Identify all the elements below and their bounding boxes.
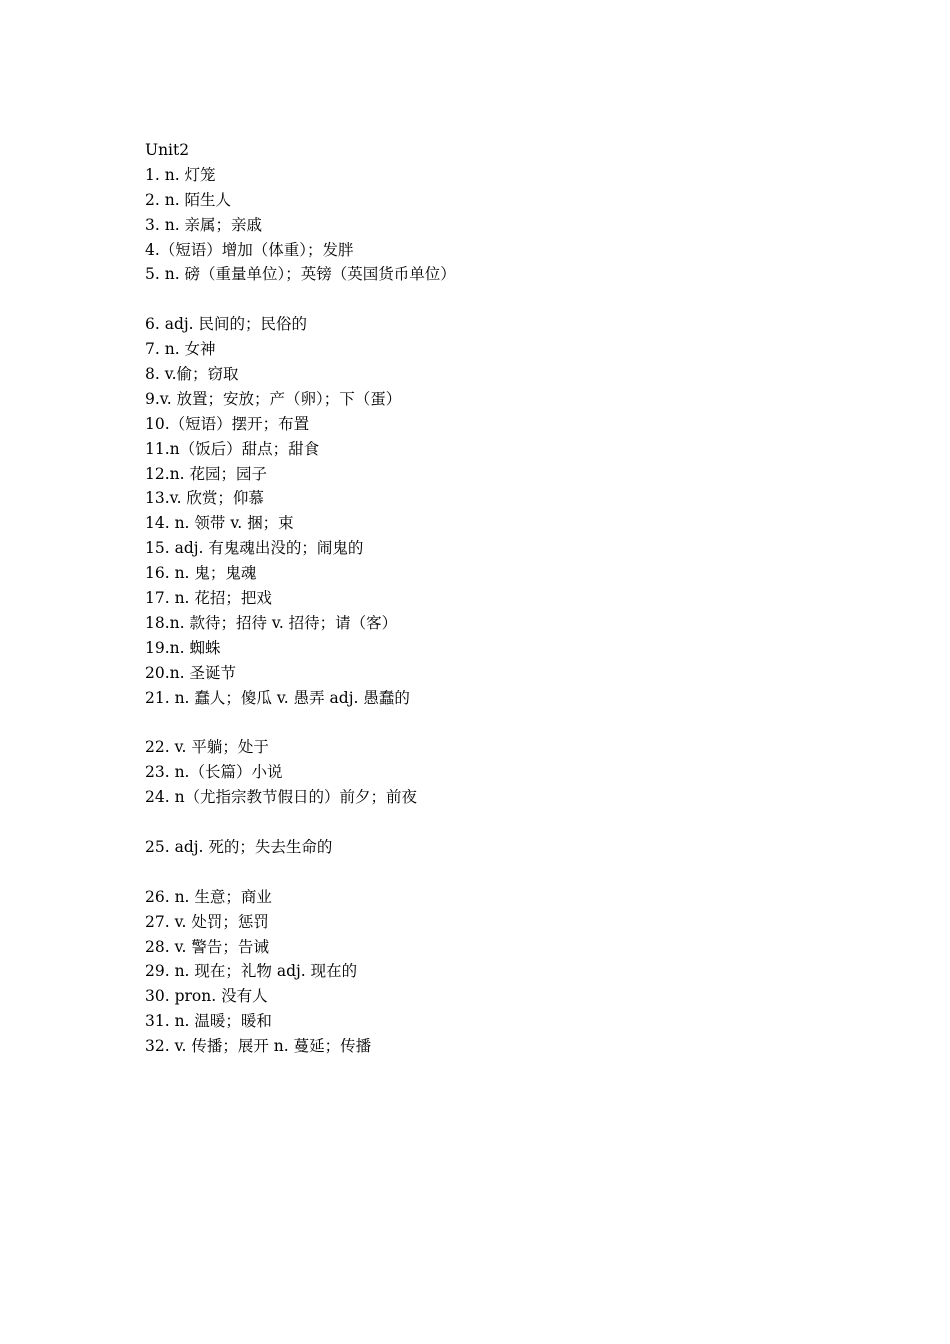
vocabulary-list <box>145 163 905 1059</box>
vocabulary-entry: 6. adj. 民间的；民俗的 <box>145 315 308 334</box>
vocabulary-entry: 5. n. 磅（重量单位）；英镑（英国货币单位） <box>145 265 456 284</box>
vocabulary-entry: 16. n. 鬼；鬼魂 <box>145 564 257 583</box>
block-separator <box>145 710 905 735</box>
vocabulary-entry: 24. n（尤指宗教节假日的）前夕；前夜 <box>145 788 418 807</box>
block-separator <box>145 810 905 835</box>
vocabulary-entry: 14. n. 领带 v. 捆；束 <box>145 514 294 533</box>
vocabulary-entry: 4.（短语）增加（体重）；发胖 <box>145 240 354 259</box>
vocabulary-entry: 3. n. 亲属；亲戚 <box>145 215 263 234</box>
vocabulary-entry: 27. v. 处罚；惩罚 <box>145 912 269 931</box>
vocabulary-entry: 32. v. 传播；展开 n. 蔓延；传播 <box>145 1037 372 1056</box>
vocabulary-entry: 15. adj. 有鬼魂出没的；闹鬼的 <box>145 539 364 558</box>
vocabulary-entry: 23. n.（长篇）小说 <box>145 763 283 782</box>
vocabulary-entry: 12.n. 花园；园子 <box>145 464 267 483</box>
vocabulary-entry: 17. n. 花招；把戏 <box>145 589 272 608</box>
document-body <box>145 138 905 1059</box>
vocabulary-entry: 9.v. 放置；安放；产（卵）；下（蛋） <box>145 389 402 408</box>
vocabulary-entry: 18.n. 款待；招待 v. 招待；请（客） <box>145 613 398 632</box>
vocabulary-entry: 30. pron. 没有人 <box>145 987 268 1006</box>
vocabulary-entry: 1. n. 灯笼 <box>145 165 216 184</box>
vocabulary-entry: 13.v. 欣赏；仰慕 <box>145 489 264 508</box>
document-title: Unit2 <box>145 141 190 159</box>
vocabulary-entry: 19.n. 蜘蛛 <box>145 638 221 657</box>
vocabulary-entry: 10.（短语）摆开；布置 <box>145 414 310 433</box>
vocabulary-entry: 8. v.偷；窃取 <box>145 365 239 384</box>
vocabulary-entry: 2. n. 陌生人 <box>145 190 232 209</box>
block-separator <box>145 860 905 885</box>
block-separator <box>145 287 905 312</box>
vocabulary-entry: 28. v. 警告；告诫 <box>145 937 269 956</box>
vocabulary-entry: 29. n. 现在；礼物 adj. 现在的 <box>145 962 358 981</box>
vocabulary-entry: 25. adj. 死的；失去生命的 <box>145 837 333 856</box>
vocabulary-entry: 26. n. 生意；商业 <box>145 887 272 906</box>
vocabulary-entry: 31. n. 温暖；暖和 <box>145 1012 272 1031</box>
vocabulary-entry: 7. n. 女神 <box>145 340 216 359</box>
vocabulary-entry: 11.n（饭后）甜点；甜食 <box>145 439 320 458</box>
vocabulary-entry: 22. v. 平躺；处于 <box>145 738 269 757</box>
vocabulary-entry: 20.n. 圣诞节 <box>145 663 236 682</box>
vocabulary-entry: 21. n. 蠢人；傻瓜 v. 愚弄 adj. 愚蠢的 <box>145 688 410 707</box>
